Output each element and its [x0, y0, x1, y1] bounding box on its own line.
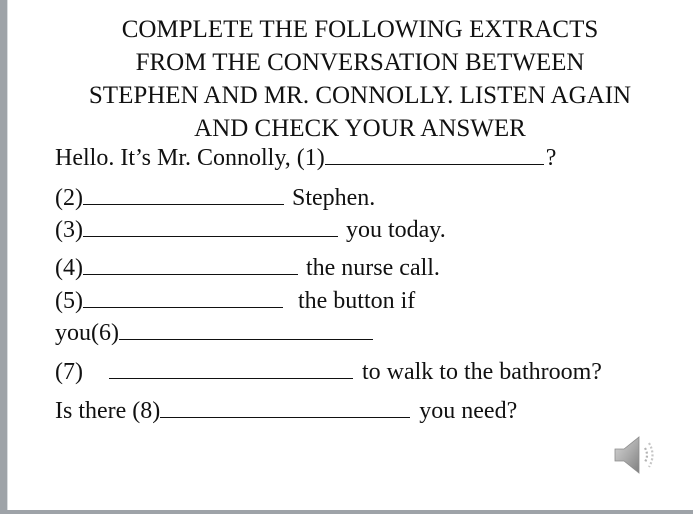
- title-line-4: AND CHECK YOUR ANSWER: [194, 115, 526, 142]
- exercise-line-8: [55, 396, 517, 426]
- slide-left-edge-line: [7, 0, 8, 514]
- title-line-2: FROM THE CONVERSATION BETWEEN: [135, 49, 585, 76]
- line-2-after: Stephen.: [291, 185, 376, 211]
- blank-7[interactable]: [109, 358, 353, 379]
- line-3-after: you today.: [345, 217, 446, 243]
- blank-3[interactable]: [83, 216, 338, 237]
- title-line-1: COMPLETE THE FOLLOWING EXTRACTS: [121, 16, 599, 43]
- blank-6[interactable]: [119, 319, 373, 340]
- line-2-before: (2): [55, 185, 83, 211]
- exercise-line-2: [55, 183, 375, 213]
- blank-4[interactable]: [83, 254, 298, 275]
- slide-bottom-edge: [0, 510, 693, 514]
- exercise-line-4: [55, 253, 440, 283]
- line-5-before: (5): [55, 288, 83, 314]
- line-3-before: (3): [55, 217, 83, 243]
- line-8-before: Is there (8): [55, 398, 161, 424]
- blank-5[interactable]: [83, 287, 283, 308]
- line-7-before: (7): [55, 359, 83, 385]
- speaker-icon[interactable]: [612, 433, 660, 477]
- line-7-after: to walk to the bathroom?: [361, 359, 602, 385]
- exercise-line-6: [55, 318, 373, 348]
- slide-left-edge: [0, 0, 7, 514]
- line-8-after: you need?: [419, 398, 518, 424]
- blank-2[interactable]: [83, 184, 284, 205]
- exercise-line-1: [55, 143, 556, 173]
- title-line-3: STEPHEN AND MR. CONNOLLY. LISTEN AGAIN: [88, 82, 632, 109]
- blank-8[interactable]: [160, 397, 410, 418]
- line-4-before: (4): [55, 255, 83, 281]
- speaker-icon-graphic: [612, 433, 660, 477]
- line-6-before: you(6): [55, 320, 119, 346]
- exercise-line-7: [55, 357, 602, 387]
- blank-1[interactable]: [325, 144, 544, 165]
- exercise-line-5: [55, 286, 415, 316]
- line-5-after: the button if: [297, 288, 416, 314]
- line-1-after: ?: [545, 145, 557, 171]
- line-1-before: Hello. It’s Mr. Connolly, (1): [55, 145, 325, 171]
- exercise-line-3: [55, 215, 446, 245]
- line-4-after: the nurse call.: [305, 255, 440, 281]
